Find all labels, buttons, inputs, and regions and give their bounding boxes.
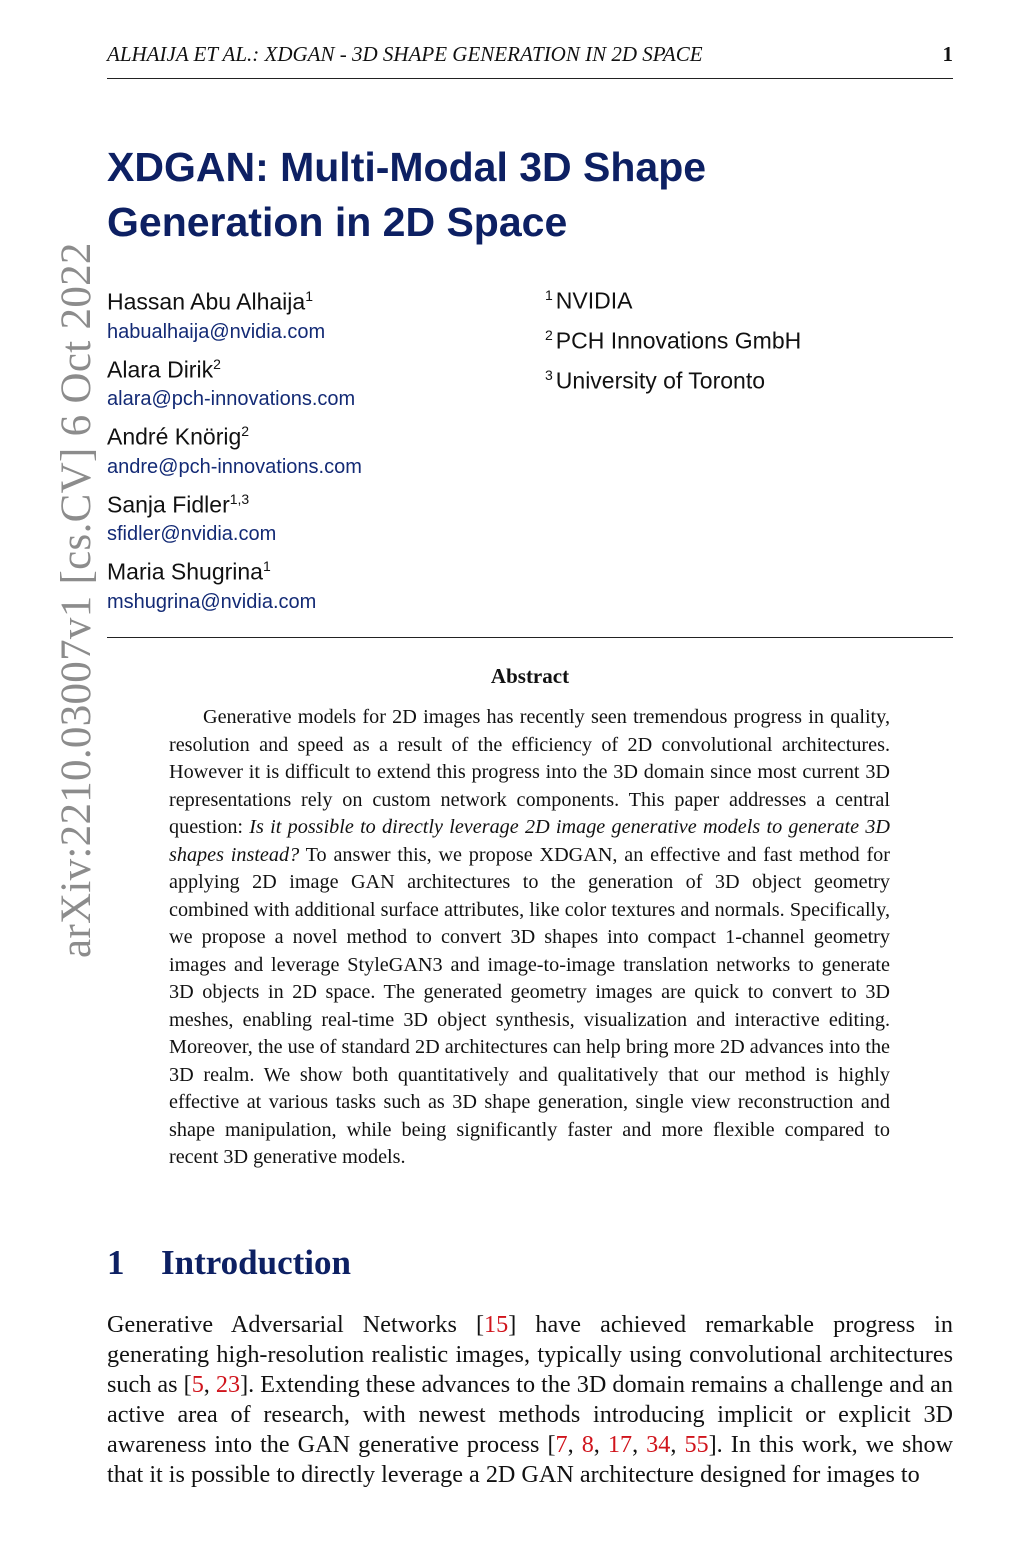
author-affiliation-marker: 1,3 xyxy=(229,490,250,507)
abstract-text-part-2: To answer this, we propose XDGAN, an effective and fast method for applying 2D image GAN architectures to the generation of 3D object geometry combined with additional surface attributes, like color textures and normals. Specifically, we propose a novel method to convert 3D shapes into compact 1-channel geometry images and leverage StyleGAN3 and image-to-image translation networks to generate 3D objects in 2D space. The generated geometry images are quick to convert to 3D meshes, enabling real-time 3D object synthesis, visualization and interactive editing. Moreover, the use of standard 2D architectures can help bring more 2D advances into the 3D realm. We show both quantitatively and qualitatively that our method is highly effective at various tasks such as 3D shape generation, single view reconstruction and shape manipulation, while being significantly faster and more flexible compared to recent 3D generative models. xyxy=(169,843,890,1168)
author-affiliation-marker: 1 xyxy=(262,558,271,574)
page-number: 1 xyxy=(942,42,953,66)
author-entry xyxy=(107,281,362,349)
intro-text: Generative Adversarial Networks [ xyxy=(107,1311,485,1338)
intro-text: ] have achieved remarkable progress in generating high-resolution realistic images, typically using convolutional architectures such as [ xyxy=(107,1311,953,1398)
author-name: Maria Shugrina xyxy=(107,558,263,585)
author-email-link[interactable]: mshugrina@nvidia.com xyxy=(107,590,317,613)
paper-title-line-1: XDGAN: Multi-Modal 3D Shape xyxy=(107,144,707,190)
introduction-paragraph xyxy=(107,1310,953,1490)
title-divider xyxy=(107,637,953,638)
citation-separator: , xyxy=(670,1431,685,1458)
author-list xyxy=(107,281,362,619)
author-entry xyxy=(107,484,362,552)
citation-separator: , xyxy=(593,1431,608,1458)
section-title: Introduction xyxy=(161,1243,351,1282)
affiliation-name: University of Toronto xyxy=(555,367,766,394)
citation-separator: , xyxy=(203,1371,216,1398)
running-header xyxy=(107,40,953,79)
abstract-text-part-1: Generative models for 2D images has recently seen tremendous progress in quality, resolution and speed as a result of the efficiency of 2D convolutional architectures. However it is difficult to extend this progress into the 3D domain since most current 3D representations rely on custom network components. This paper addresses a central question: xyxy=(169,706,890,838)
author-email-link[interactable]: habualhaija@nvidia.com xyxy=(107,320,326,343)
author-name: Sanja Fidler xyxy=(107,491,230,518)
intro-text: ]. In this work, we show that it is possible to directly leverage a 2D GAN architecture designed for images to xyxy=(107,1431,954,1488)
author-entry xyxy=(107,551,362,619)
citation-link[interactable]: 34 xyxy=(646,1431,671,1458)
affiliation-name: PCH Innovations GmbH xyxy=(555,327,802,354)
abstract-heading: Abstract xyxy=(490,664,570,688)
abstract-body xyxy=(169,704,890,1172)
author-affiliation-marker: 2 xyxy=(241,423,250,439)
author-affiliation-marker: 1 xyxy=(305,288,313,304)
citation-link[interactable]: 8 xyxy=(581,1431,594,1458)
running-title: ALHAIJA ET AL.: XDGAN - 3D SHAPE GENERATION IN 2D SPACE xyxy=(107,42,703,66)
affiliation-number: 1 xyxy=(545,287,553,303)
affiliation-name: NVIDIA xyxy=(555,287,633,314)
affiliation-number: 3 xyxy=(545,367,553,383)
citation-link[interactable]: 17 xyxy=(607,1431,633,1458)
author-name: Alara Dirik xyxy=(107,356,214,383)
citation-link[interactable]: 55 xyxy=(684,1431,709,1458)
citation-link[interactable]: 23 xyxy=(215,1371,241,1398)
citation-separator: , xyxy=(567,1431,582,1458)
affiliation-number: 2 xyxy=(545,327,553,343)
abstract-question: Is it possible to directly leverage 2D image generative models to generate 3D shapes instead? xyxy=(169,816,890,866)
affiliation-entry xyxy=(545,320,801,360)
paper-title xyxy=(107,140,867,250)
author-email-link[interactable]: sfidler@nvidia.com xyxy=(107,523,277,546)
author-affiliation-marker: 2 xyxy=(213,355,221,372)
author-name: André Knörig xyxy=(107,423,242,450)
paper-title-line-2: Generation in 2D Space xyxy=(107,199,568,245)
intro-text: ]. Extending these advances to the 3D domain remains a challenge and an active area of research, with newest methods introducing implicit or explicit 3D awareness into the GAN generative process [ xyxy=(107,1371,953,1458)
affiliation-entry xyxy=(545,280,801,320)
affiliation-list xyxy=(545,280,801,400)
citation-separator: , xyxy=(632,1431,647,1458)
author-entry xyxy=(107,349,362,417)
author-email-link[interactable]: andre@pch-innovations.com xyxy=(107,455,362,478)
section-number: 1 xyxy=(107,1243,125,1282)
citation-link[interactable]: 15 xyxy=(484,1311,509,1338)
arxiv-identifier-stamp: arXiv:2210.03007v1 [cs.CV] 6 Oct 2022 xyxy=(53,242,100,958)
author-entry xyxy=(107,416,362,484)
author-name: Hassan Abu Alhaija xyxy=(107,288,306,315)
citation-link[interactable]: 7 xyxy=(555,1431,568,1458)
affiliation-entry xyxy=(545,360,801,400)
citation-link[interactable]: 5 xyxy=(191,1371,204,1398)
author-email-link[interactable]: alara@pch-innovations.com xyxy=(107,388,356,411)
section-heading-introduction xyxy=(107,1243,351,1283)
